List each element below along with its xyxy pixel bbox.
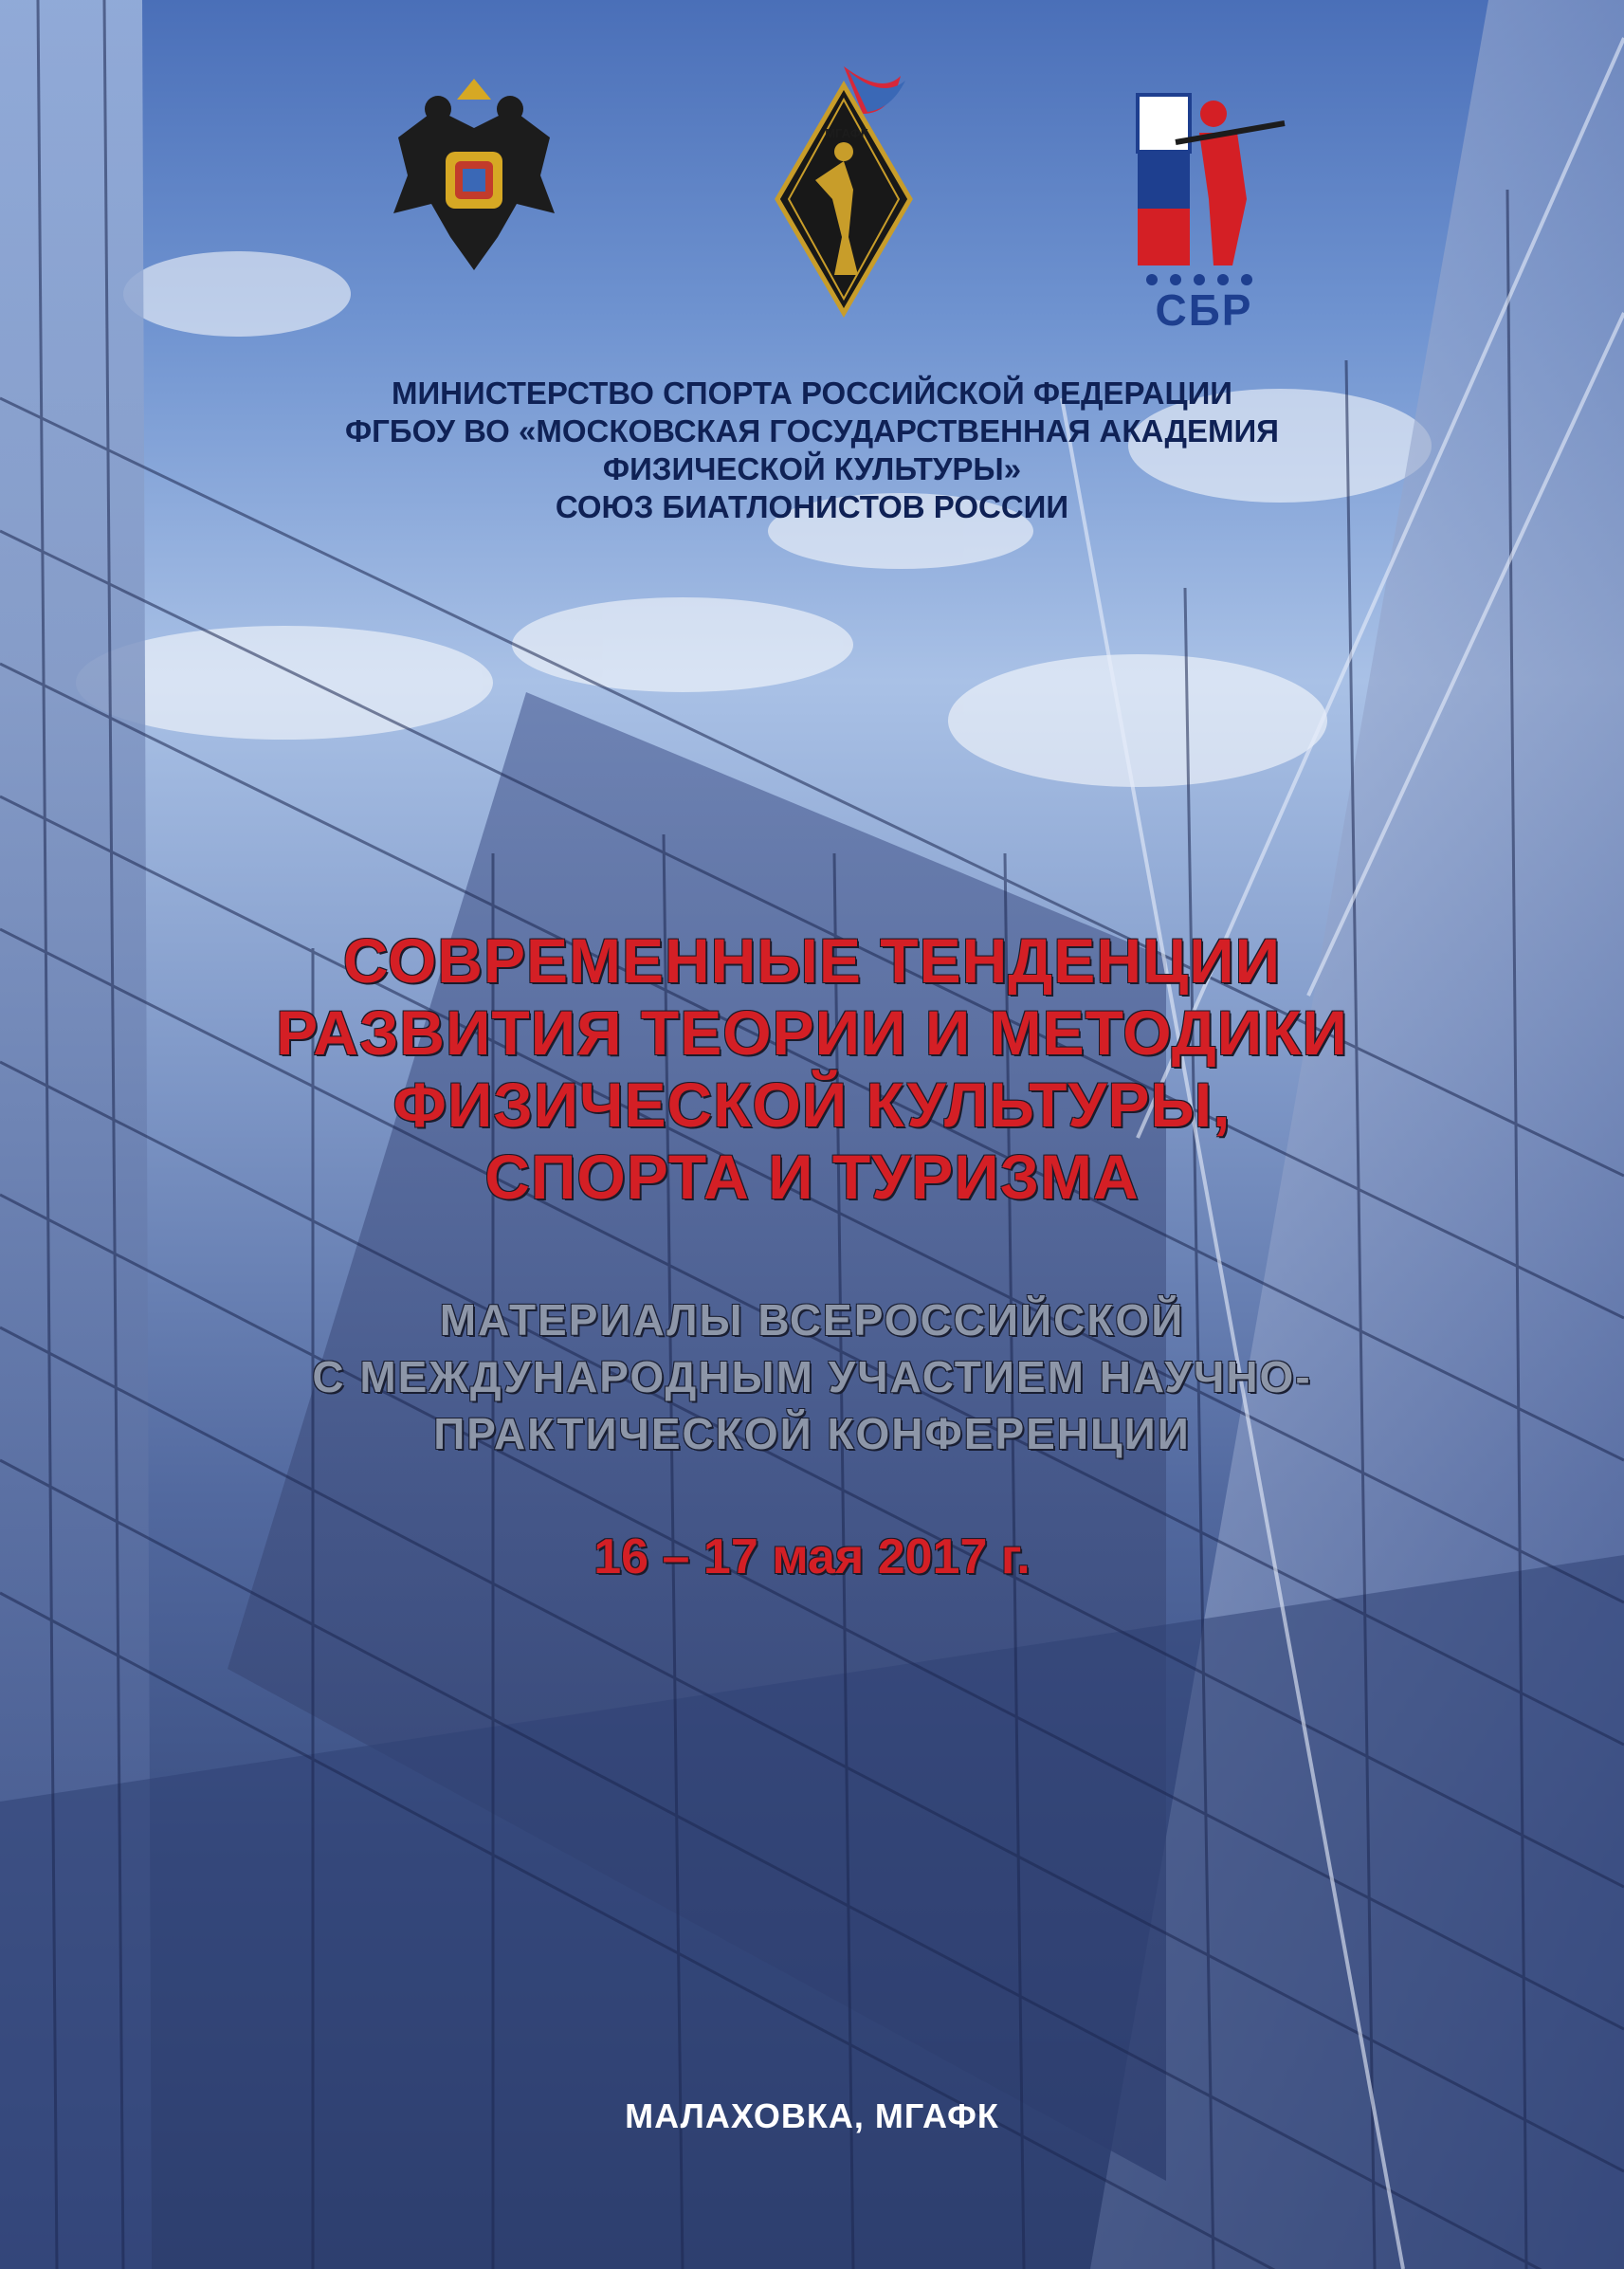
organization-line: СОЮЗ БИАТЛОНИСТОВ РОССИИ	[555, 489, 1069, 524]
subtitle-line: ПРАКТИЧЕСКОЙ КОНФЕРЕНЦИИ	[433, 1409, 1191, 1458]
double-headed-eagle-icon	[379, 71, 569, 299]
publication-place: МАЛАХОВКА, МГАФК	[625, 2096, 999, 2135]
organization-line: ФГБОУ ВО «МОСКОВСКАЯ ГОСУДАРСТВЕННАЯ АКАДЕМИЯ	[345, 413, 1279, 448]
book-title	[0, 924, 1624, 1213]
organizations-block	[0, 375, 1624, 526]
book-subtitle	[0, 1291, 1624, 1462]
sbr-logo-label: СБР	[1155, 285, 1253, 335]
title-line: СПОРТА И ТУРИЗМА	[484, 1142, 1140, 1212]
conference-date: 16 – 17 мая 2017 г.	[593, 1529, 1031, 1584]
title-line: РАЗВИТИЯ ТЕОРИИ И МЕТОДИКИ	[276, 997, 1348, 1068]
title-line: СОВРЕМЕННЫЕ ТЕНДЕНЦИИ	[342, 925, 1282, 996]
subtitle-line: МАТЕРИАЛЫ ВСЕРОССИЙСКОЙ	[439, 1295, 1185, 1345]
mgafk-logo-label: МГАФК	[825, 126, 868, 140]
subtitle-line: С МЕЖДУНАРОДНЫМ УЧАСТИЕМ НАУЧНО-	[312, 1352, 1312, 1401]
organization-line: ФИЗИЧЕСКОЙ КУЛЬТУРЫ»	[602, 451, 1022, 486]
organization-line: МИНИСТЕРСТВО СПОРТА РОССИЙСКОЙ ФЕДЕРАЦИИ	[391, 375, 1233, 411]
mgafk-diamond-icon	[758, 57, 929, 332]
title-line: ФИЗИЧЕСКОЙ КУЛЬТУРЫ,	[392, 1070, 1232, 1140]
